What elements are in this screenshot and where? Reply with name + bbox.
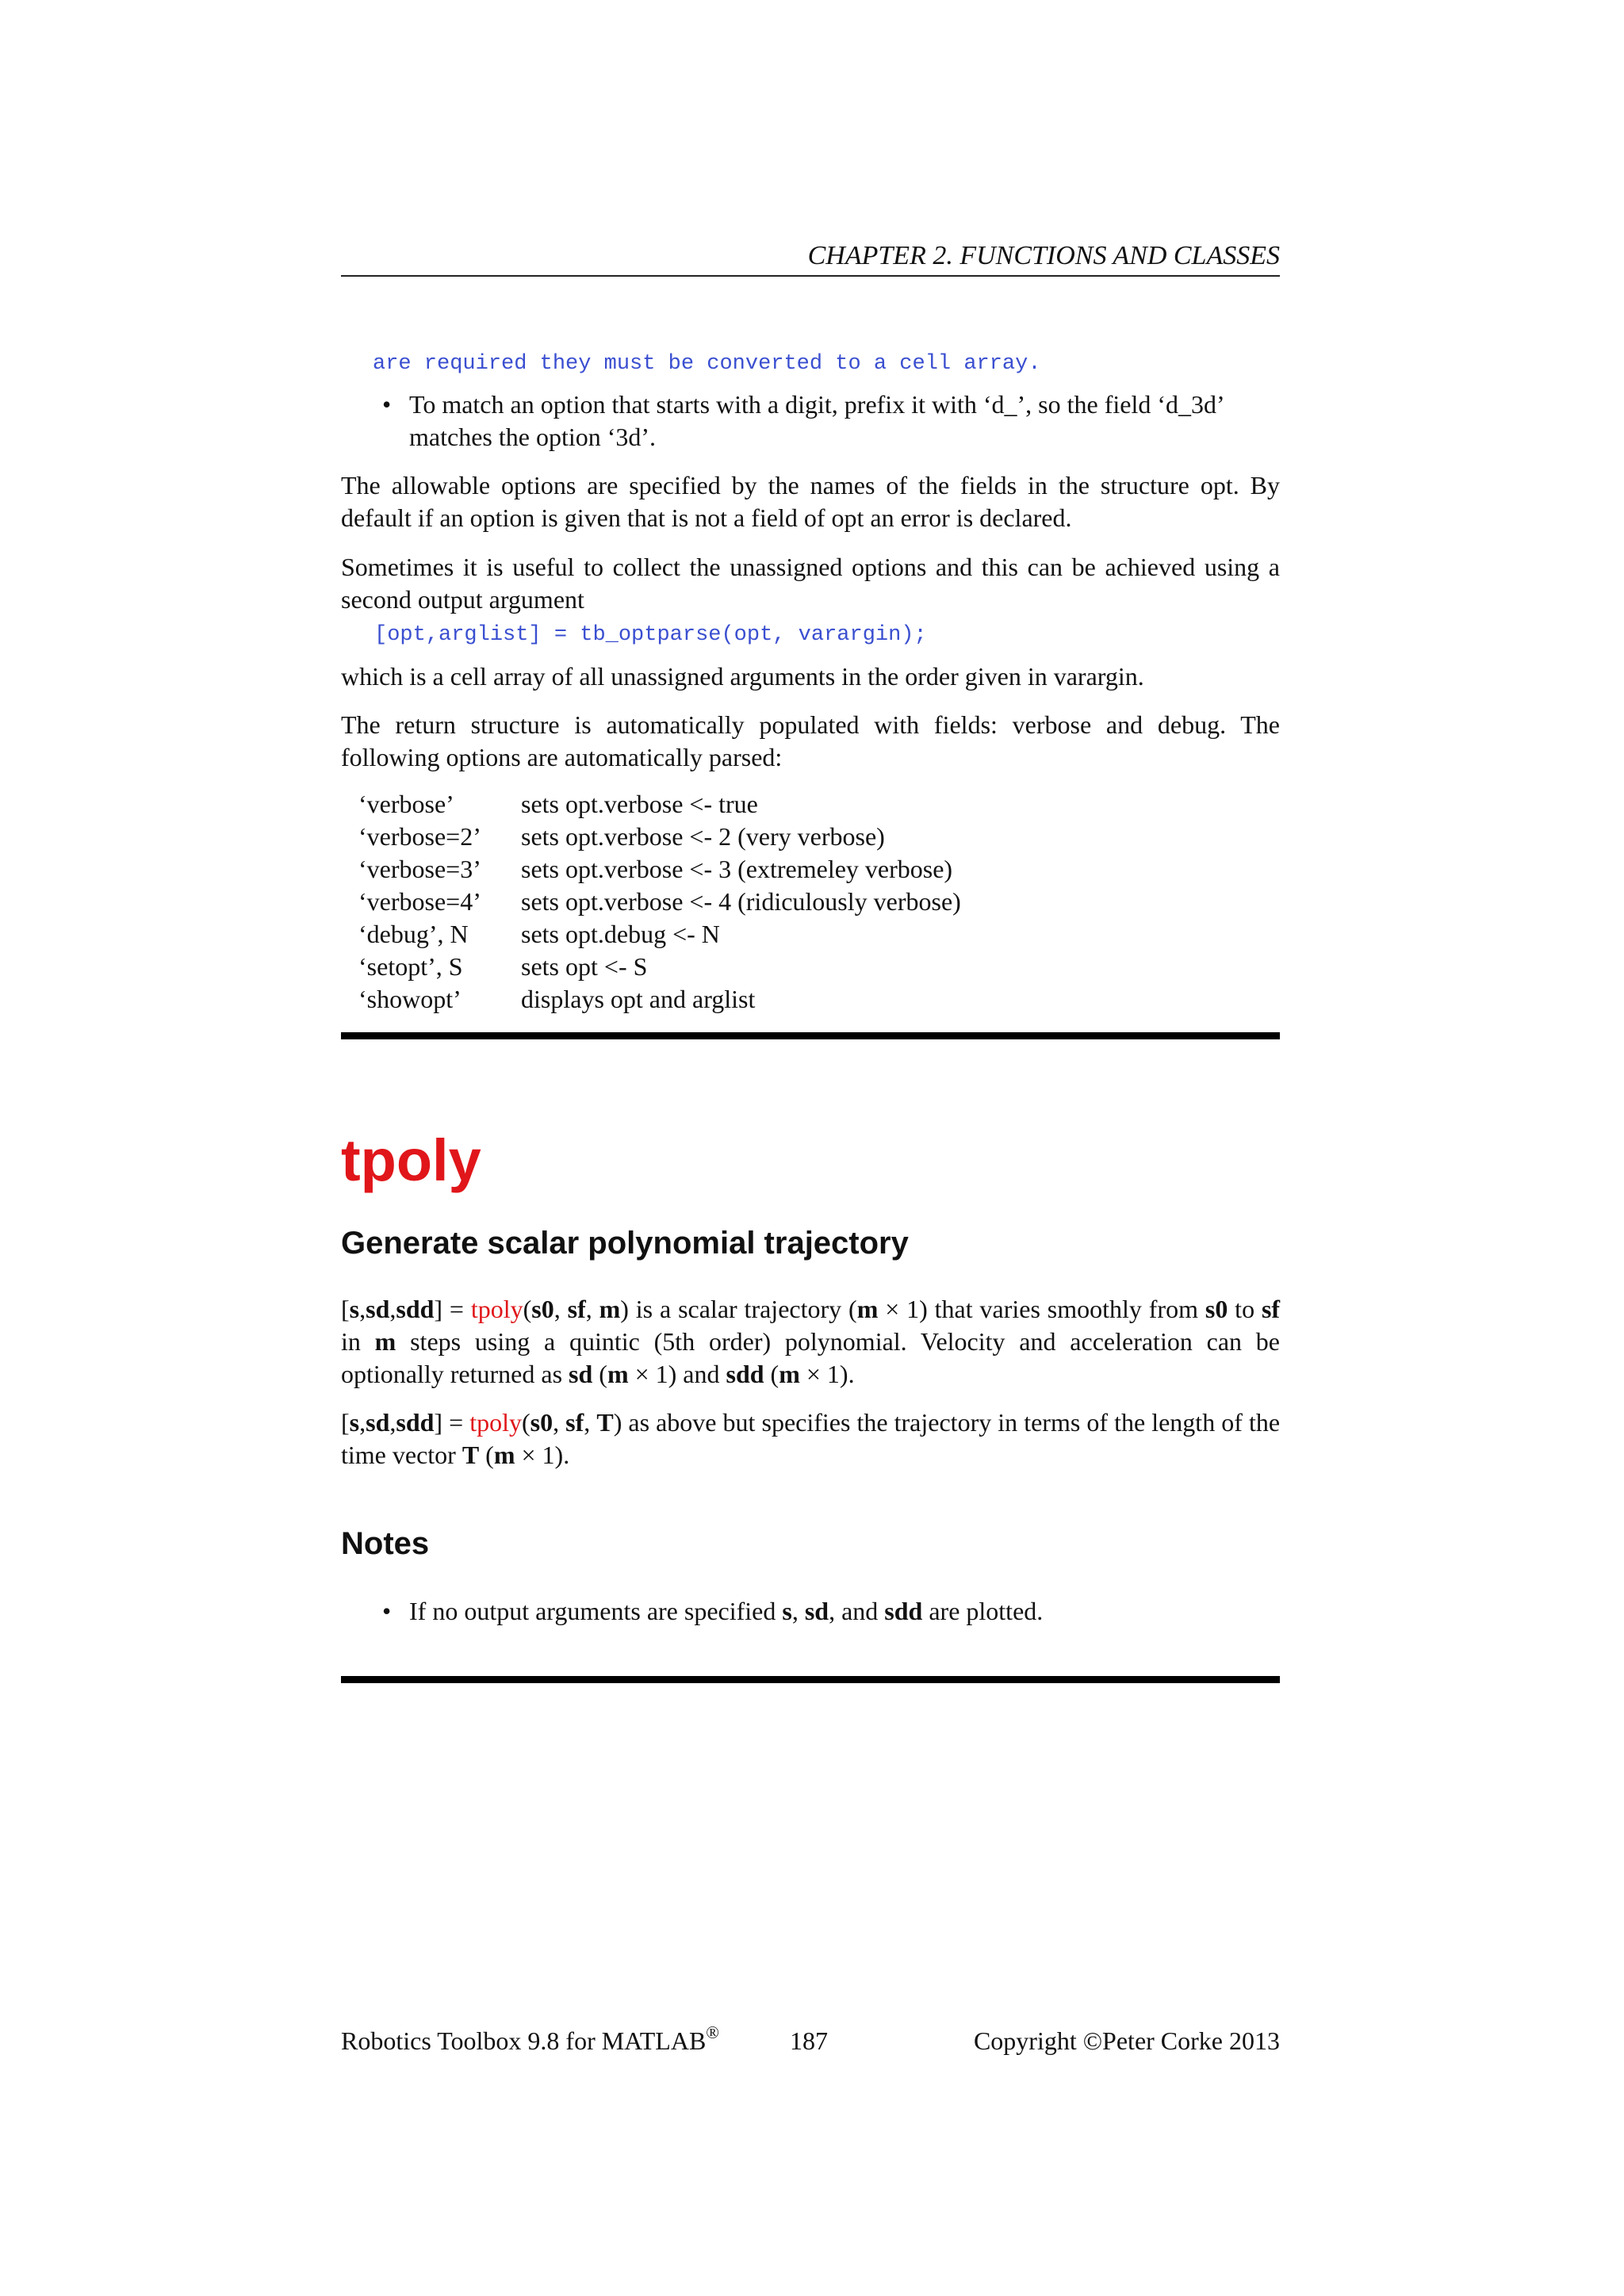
usage-text: steps using a quintic (5th order) polynomial. Velocity and acceleration can be optionally returned as: [341, 1327, 1281, 1388]
option-key: ‘verbose’: [358, 790, 454, 818]
usage-text: (: [479, 1441, 494, 1469]
section-divider: [341, 1676, 1280, 1683]
table-row: [358, 788, 961, 821]
symbol-sdd: sdd: [726, 1360, 764, 1388]
table-row: [358, 983, 961, 1016]
arg-sf: sf: [565, 1408, 584, 1437]
section-divider: [341, 1032, 1280, 1039]
running-header: CHAPTER 2. FUNCTIONS AND CLASSES: [807, 241, 1280, 270]
list-item: [341, 1595, 1280, 1628]
symbol-sdd: sdd: [884, 1597, 923, 1625]
option-description: displays opt and arglist: [521, 985, 756, 1013]
document-page: [341, 0, 1280, 2296]
usage-paragraph-1: [s,sd,sdd] = tpoly(s0, sf, m) is a scalar trajectory (m × 1) that varies smoothly from s0 to sf in m steps using a quintic (5th order) polynomial. Velocity and acceleration can be optionally returned as sd (m × 1) and sdd (m × 1).: [341, 1295, 1281, 1388]
symbol-sf: sf: [1261, 1295, 1281, 1323]
usage-text: × 1) and: [628, 1360, 726, 1388]
output-s: s: [349, 1295, 360, 1323]
symbol-sd: sd: [569, 1360, 593, 1388]
paragraph-options: The allowable options are specified by the names of the fields in the structure opt. By default if an option is given that is not a field of opt an error is declared.: [341, 471, 1280, 532]
option-description: sets opt.verbose <- 4 (ridiculously verbose): [521, 887, 961, 916]
table-row: [358, 918, 961, 951]
bullet-icon: •: [382, 1597, 392, 1625]
paragraph-cell-array: which is a cell array of all unassigned arguments in the order given in varargin.: [341, 662, 1144, 691]
note-text: ,: [791, 1597, 805, 1625]
note-text: If no output arguments are specified: [409, 1597, 783, 1625]
page-number: 187: [790, 2026, 828, 2055]
symbol-s0: s0: [1205, 1295, 1228, 1323]
option-description: sets opt <- S: [521, 952, 648, 981]
notes-heading: Notes: [341, 1526, 430, 1561]
function-title: tpoly: [341, 1127, 481, 1193]
table-row: [358, 951, 961, 983]
note-text: are plotted.: [922, 1597, 1044, 1625]
page-body: [341, 349, 1280, 1683]
output-s: s: [349, 1408, 360, 1437]
paragraph-return-structure: The return structure is automatically populated with fields: verbose and debug. The following options are automatically parsed:: [341, 710, 1280, 771]
usage-text: (: [764, 1360, 779, 1388]
option-description: sets opt.verbose <- 3 (extremeley verbose): [521, 855, 953, 883]
arg-s0: s0: [531, 1295, 554, 1323]
note-text: , and: [829, 1597, 885, 1625]
options-table: [358, 788, 961, 1016]
option-key: ‘verbose=2’: [358, 822, 481, 851]
usage-text: as above but specifies the trajectory in terms of the length of the time vector: [341, 1408, 1281, 1469]
table-row: [358, 821, 961, 853]
usage-text: × 1) that varies smoothly from: [878, 1295, 1205, 1323]
output-sd: sd: [366, 1295, 390, 1323]
symbol-m: m: [493, 1441, 515, 1469]
option-key: ‘setopt’, S: [358, 952, 463, 981]
list-item: [341, 388, 1280, 453]
usage-text: is a scalar trajectory (: [628, 1295, 857, 1323]
usage-text: × 1).: [515, 1441, 570, 1469]
arg-s0: s0: [530, 1408, 553, 1437]
symbol-s: s: [782, 1597, 792, 1625]
option-description: sets opt.verbose <- 2 (very verbose): [521, 822, 885, 851]
table-row: [358, 886, 961, 918]
code-line-continuation: are required they must be converted to a cell array.: [373, 352, 1041, 376]
output-sd: sd: [366, 1408, 390, 1437]
function-summary: Generate scalar polynomial trajectory: [341, 1226, 909, 1261]
option-key: ‘showopt’: [358, 985, 462, 1013]
function-name-ref: tpoly: [470, 1295, 523, 1323]
header-rule: [341, 275, 1280, 277]
option-key: ‘debug’, N: [358, 920, 469, 948]
footer-copyright: Copyright ©Peter Corke 2013: [973, 2026, 1280, 2055]
option-key: ‘verbose=4’: [358, 887, 481, 916]
registered-mark: ®: [706, 2022, 719, 2042]
footer-title: [341, 2022, 719, 2059]
usage-text: (: [592, 1360, 607, 1388]
page-footer: [341, 2022, 1280, 2059]
footer-title-text: Robotics Toolbox 9.8 for MATLAB: [341, 2026, 707, 2055]
arg-m: m: [599, 1295, 621, 1323]
paragraph-unassigned: Sometimes it is useful to collect the unassigned options and this can be achieved using a second output argument: [341, 553, 1280, 614]
symbol-sd: sd: [804, 1597, 829, 1625]
output-sdd: sdd: [396, 1408, 435, 1437]
usage-paragraph-2: [s,sd,sdd] = tpoly(s0, sf, T) as above but specifies the trajectory in terms of the length of the time vector T (m × 1).: [341, 1408, 1281, 1469]
bullet-icon: •: [382, 390, 392, 419]
table-row: [358, 853, 961, 886]
symbol-m: m: [779, 1360, 800, 1388]
usage-text: × 1).: [799, 1360, 855, 1388]
bullet-text: To match an option that starts with a digit, prefix it with ‘d_’, so the field ‘d_3d’ matches the option ‘3d’.: [409, 390, 1224, 451]
code-example: [opt,arglist] = tb_optparse(opt, varargin);: [374, 623, 927, 647]
function-name-ref: tpoly: [469, 1408, 522, 1437]
arg-sf: sf: [567, 1295, 586, 1323]
usage-text: to: [1228, 1295, 1262, 1323]
symbol-m: m: [607, 1360, 629, 1388]
usage-text: in: [341, 1327, 375, 1356]
arg-T: T: [596, 1408, 614, 1437]
option-key: ‘verbose=3’: [358, 855, 481, 883]
output-sdd: sdd: [396, 1295, 435, 1323]
option-description: sets opt.debug <- N: [521, 920, 720, 948]
symbol-m: m: [856, 1295, 879, 1323]
symbol-T: T: [462, 1441, 480, 1469]
option-description: sets opt.verbose <- true: [521, 790, 758, 818]
symbol-m: m: [374, 1327, 396, 1356]
